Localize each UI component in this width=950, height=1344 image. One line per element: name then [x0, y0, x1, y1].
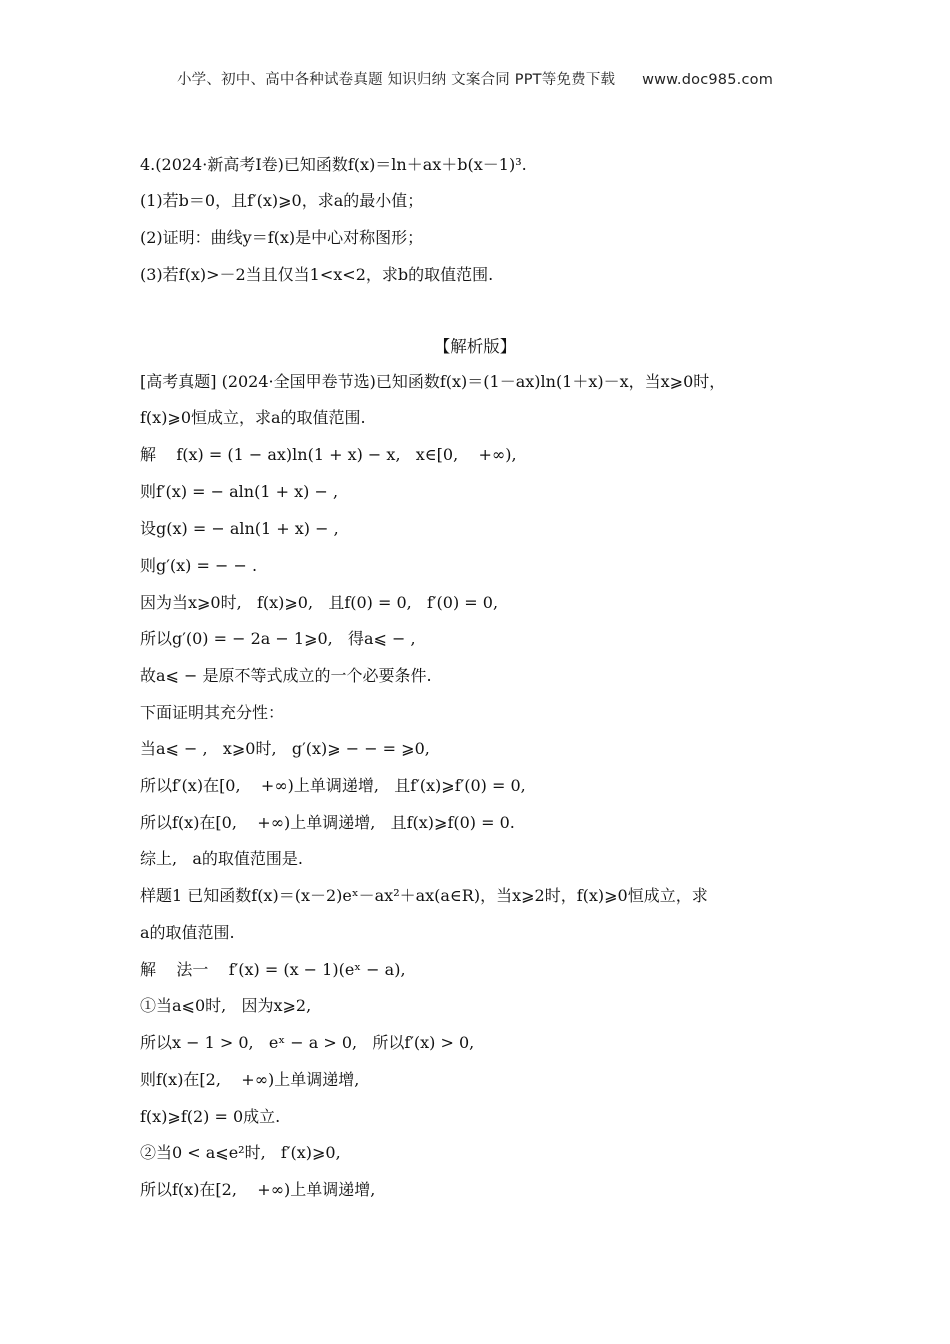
problem4-part1: (1)若b＝0，且f′(x)⩾0，求a的最小值；: [140, 191, 424, 210]
solution-line: 解 f(x) = (1 − ax)ln(1 + x) − x, x∈[0, +∞),: [140, 445, 517, 464]
problem4-part3: (3)若f(x)>－2当且仅当1<x<2，求b的取值范围.: [140, 265, 494, 284]
solution-line: 所以f(x)在[2, +∞)上单调递增,: [140, 1180, 376, 1199]
solution-line: ①当a⩽0时, 因为x⩾2,: [140, 996, 312, 1015]
solution-line: 则g′(x) = − − .: [140, 556, 258, 575]
solution-line: 则f′(x) = − aln(1 + x) − ,: [140, 482, 339, 501]
solution-line: 所以f(x)在[0, +∞)上单调递增, 且f(x)⩾f(0) = 0.: [140, 813, 515, 832]
header-text: 小学、初中、高中各种试卷真题 知识归纳 文案合同 PPT等免费下载: [176, 72, 616, 88]
solution-line: 解 法一 f′(x) = (x − 1)(eˣ − a),: [140, 960, 406, 979]
solution-line: 所以x − 1 > 0, eˣ − a > 0, 所以f′(x) > 0,: [140, 1033, 475, 1052]
header-url[interactable]: www.doc985.com: [642, 72, 774, 88]
solution-line: 故a⩽ − 是原不等式成立的一个必要条件.: [140, 666, 432, 685]
solution-line: 下面证明其充分性：: [140, 703, 285, 722]
problem4-stem: 4.(2024·新高考Ⅰ卷)已知函数f(x)＝ln＋ax＋b(x－1)³.: [140, 155, 527, 174]
solution-line: 所以f′(x)在[0, +∞)上单调递增, 且f′(x)⩾f′(0) = 0,: [140, 776, 526, 795]
page-header: [0, 68, 950, 89]
solution-line: 综上, a的取值范围是.: [140, 849, 303, 868]
solution-line: ②当0 < a⩽e²时, f′(x)⩾0,: [140, 1143, 341, 1162]
solution-line: [高考真题] (2024·全国甲卷节选)已知函数f(x)＝(1－ax)ln(1＋x)－x，当x⩾0时，: [140, 372, 726, 391]
problem4-part2: (2)证明：曲线y＝f(x)是中心对称图形；: [140, 228, 424, 247]
solution-line: 因为当x⩾0时, f(x)⩾0, 且f(0) = 0, f′(0) = 0,: [140, 593, 499, 612]
section-title: 【解析版】: [433, 337, 517, 356]
solution-line: 则f(x)在[2, +∞)上单调递增,: [140, 1070, 360, 1089]
sample-problem-1: 样题1 已知函数f(x)＝(x－2)eˣ－ax²＋ax(a∈R)，当x⩾2时，f(x)⩾0恒成立，求: [140, 886, 708, 905]
solution-line: 所以g′(0) = − 2a − 1⩾0, 得a⩽ − ,: [140, 629, 416, 648]
solution-line: 当a⩽ − , x⩾0时, g′(x)⩾ − − = ⩾0,: [140, 739, 430, 758]
solution-line: f(x)⩾0恒成立，求a的取值范围.: [140, 408, 366, 427]
sample-problem-1-cont: a的取值范围.: [140, 923, 235, 942]
solution-line: 设g(x) = − aln(1 + x) − ,: [140, 519, 339, 538]
solution-line: f(x)⩾f(2) = 0成立.: [140, 1107, 281, 1126]
